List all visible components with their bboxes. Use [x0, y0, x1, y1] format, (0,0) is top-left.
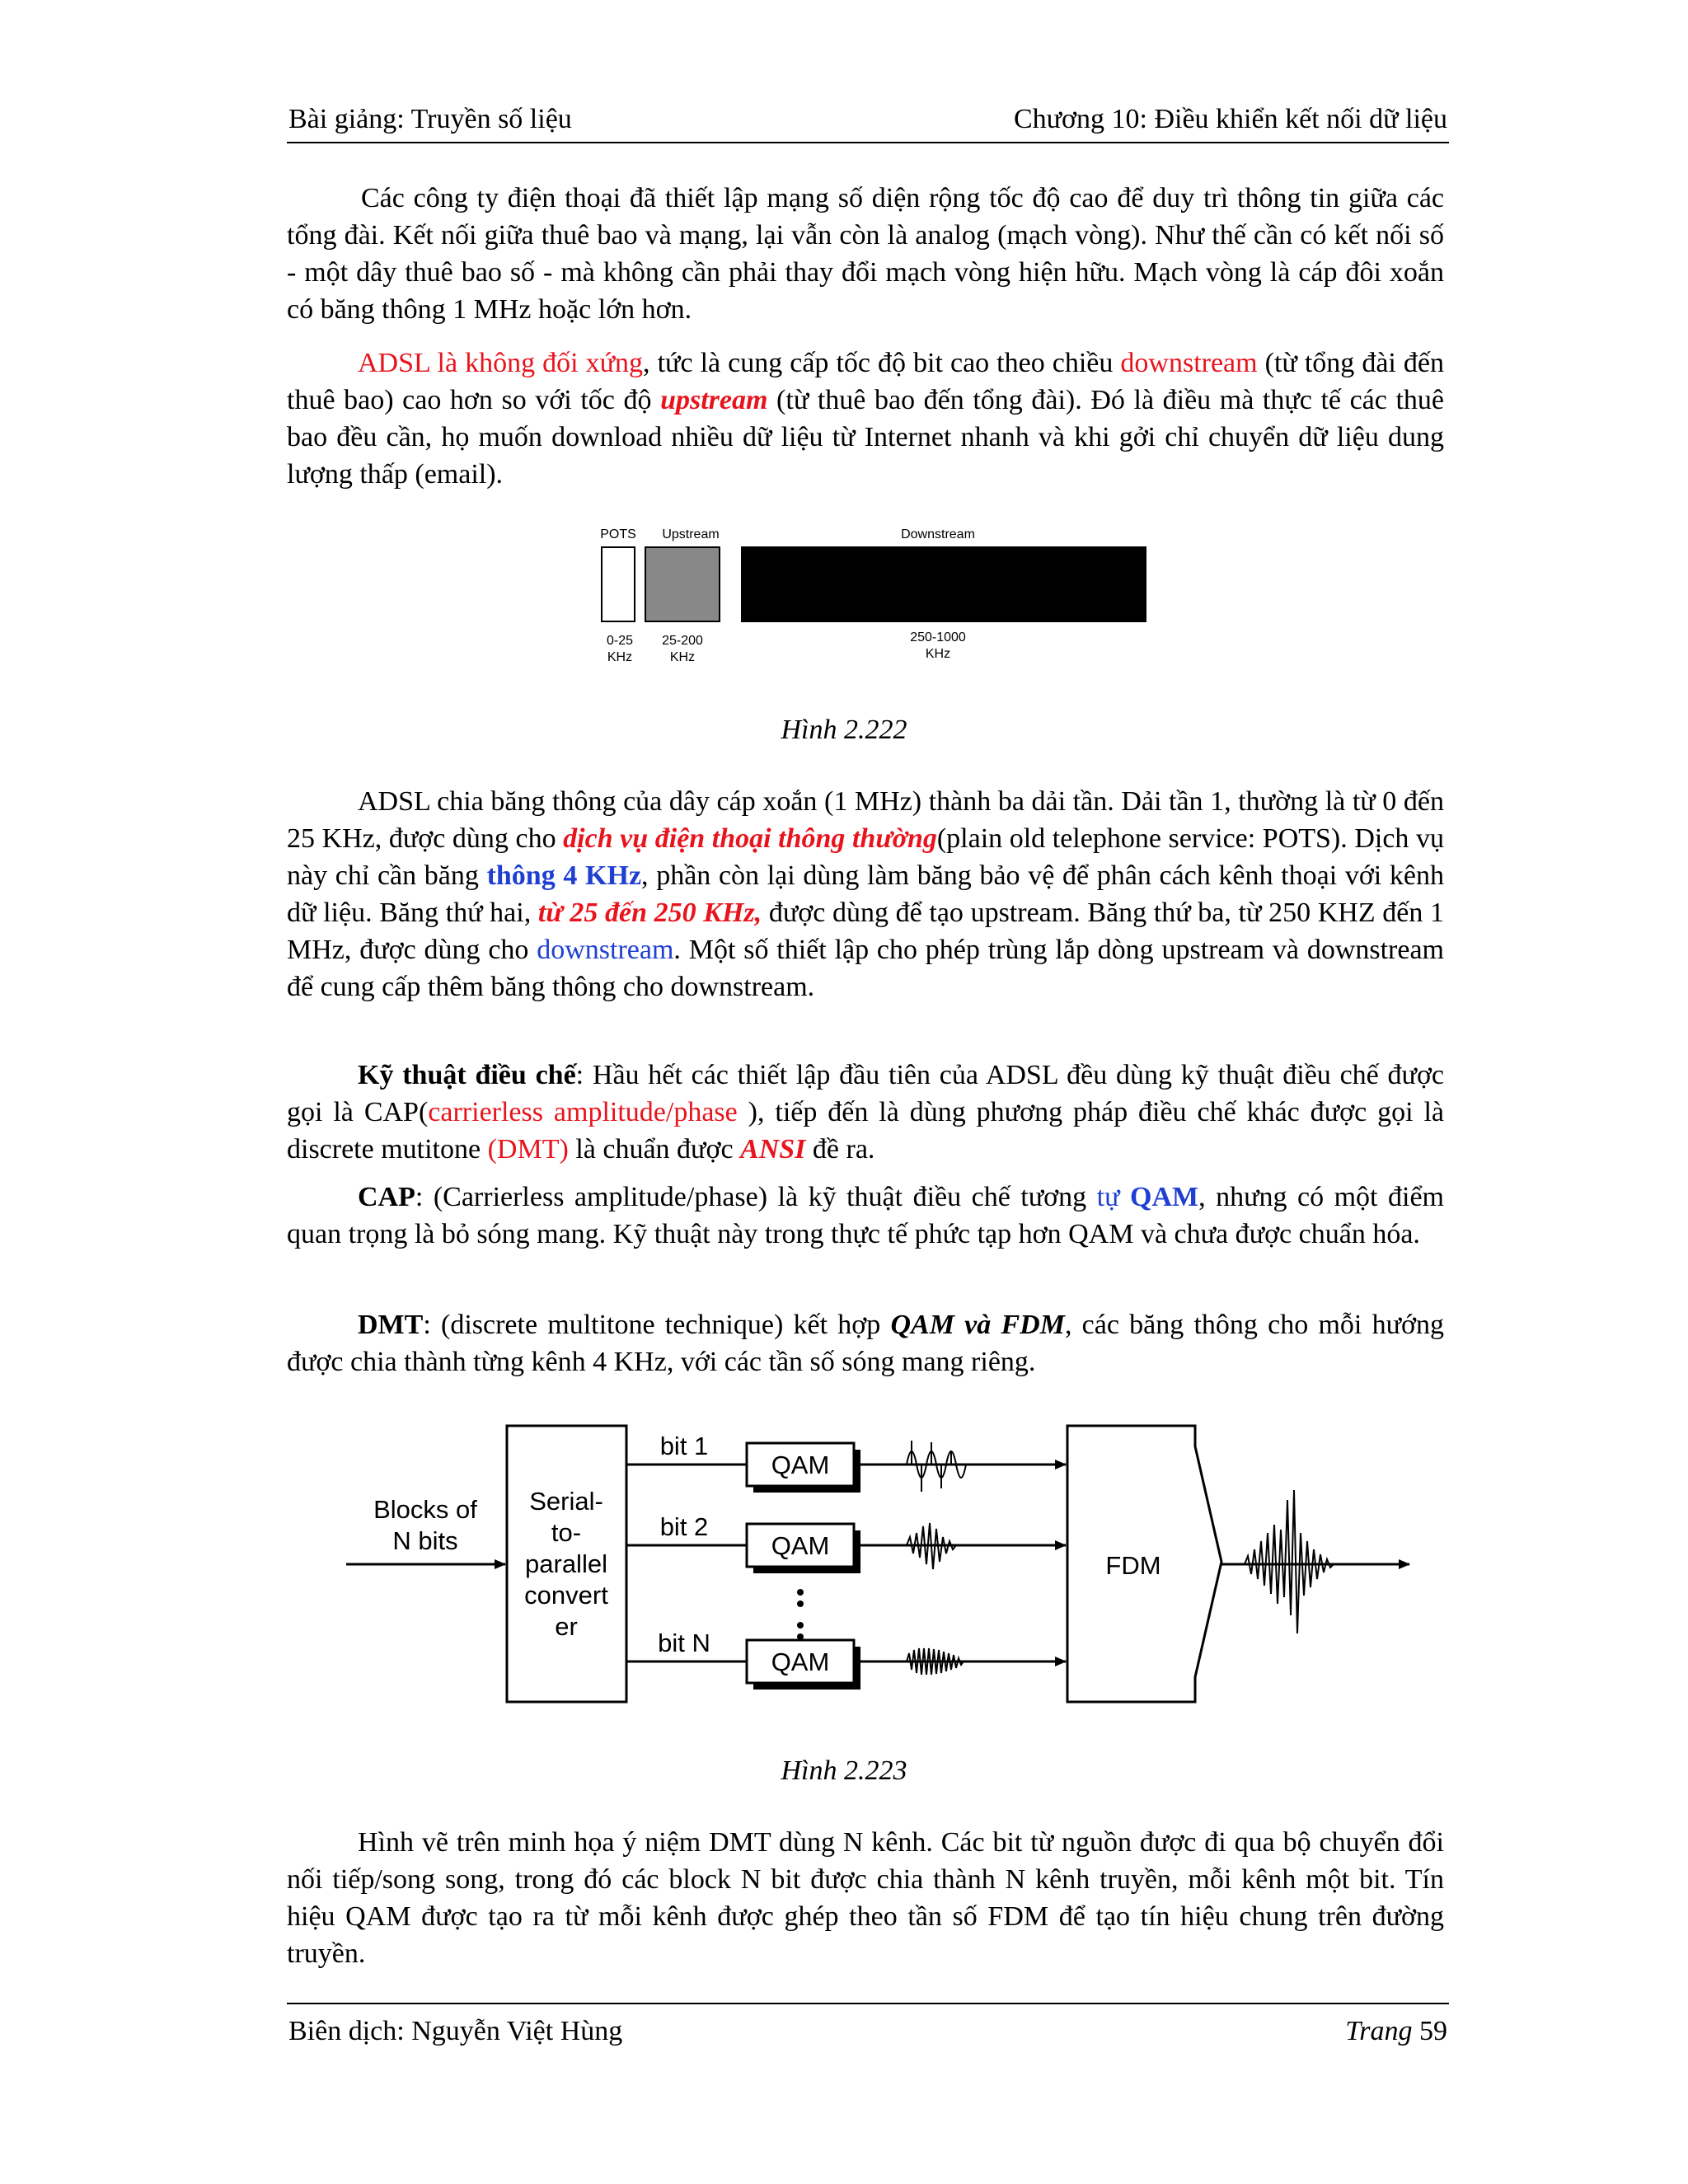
p4-dmt-term: (DMT)	[487, 1134, 569, 1165]
bitN-label: bit N	[658, 1629, 710, 1657]
p2-text-d: (từ tổng đài đến thuê bao) cao hơn so với tốc độ	[287, 348, 1444, 415]
p6-qam-fdm: QAM và FDM	[890, 1310, 1065, 1340]
qamN-label: QAM	[771, 1647, 830, 1676]
sp-label-2: to-	[551, 1518, 582, 1547]
qam1-label: QAM	[771, 1451, 830, 1479]
p3-4khz: thông 4 KHz	[486, 860, 642, 891]
page-footer	[287, 2003, 1449, 2054]
ellipsis-dot	[797, 1622, 804, 1629]
paragraph-2	[287, 344, 1444, 493]
ellipsis-dot	[797, 1633, 804, 1640]
p3-text-a: ADSL chia băng thông của dây cáp xoắn (1 MHz) thành ba dải tần. Dải tần 1, thường là từ 0 đến 25 KHz, được dùng cho	[287, 786, 1444, 854]
page-header	[287, 101, 1449, 143]
paragraph-7: Hình vẽ trên minh họa ý niệm DMT dùng N kênh. Các bit từ nguồn được đi qua bộ chuyển đổi nối tiếp/song song, trong đó các block N bit được chia thành N kênh truyền, mỗi kênh một bit. Tín hiệu QAM được tạo ra từ mỗi kênh được ghép theo tần số FDM để tạo tín hiệu chung trên đường truyền.	[287, 1827, 1444, 1969]
upstream-unit: KHz	[669, 650, 696, 664]
sp-label-1: Serial-	[529, 1487, 603, 1516]
p4-text-b: : Hầu hết các thiết lập đầu tiên của ADSL đều dùng kỹ thuật điều chế được gọi là CAP(	[287, 1060, 1445, 1127]
p4-heading: Kỹ thuật điều chế	[358, 1060, 576, 1090]
p4-text-f: là chuẩn được	[568, 1134, 741, 1165]
sp-label-4: convert	[524, 1581, 608, 1610]
upstream-band	[645, 547, 720, 621]
downstream-band	[742, 547, 1146, 621]
p5-qam: QAM	[1130, 1182, 1199, 1212]
frequency-band-figure	[577, 519, 1170, 684]
p5-tu: tự	[1096, 1182, 1131, 1212]
footer-translator: Biên dịch: Nguyễn Việt Hùng	[288, 2016, 623, 2046]
p3-upstream-range: từ 25 đến 250 KHz,	[537, 898, 762, 928]
p2-downstream: downstream	[1120, 348, 1258, 378]
qamN-waveform	[907, 1648, 964, 1675]
downstream-label: Downstream	[901, 527, 975, 541]
fdm-label: FDM	[1105, 1551, 1161, 1580]
p4-ansi: ANSI	[740, 1134, 806, 1165]
page-label: Trang	[1345, 2016, 1413, 2046]
page-number: 59	[1419, 2016, 1447, 2046]
p4-text-d: ), tiếp đến là dùng phương pháp điều chế khác được gọi là discrete mutitone	[287, 1097, 1444, 1165]
p6-heading: DMT	[358, 1310, 424, 1340]
header-right: Chương 10: Điều khiển kết nối dữ liệu	[1013, 104, 1447, 134]
upstream-range: 25-200	[662, 634, 703, 648]
bit2-label: bit 2	[659, 1512, 709, 1541]
input-label-2: N bits	[392, 1526, 458, 1555]
paragraph-1: Các công ty điện thoại đã thiết lập mạng số diện rộng tốc độ cao để duy trì thông tin giữa các tổng đài. Kết nối giữa thuê bao và mạng, lại vẫn còn là analog (mạch vòng). Như thế cần có kết nối số - một dây thuê bao số - mà không cần phải thay đổi mạch vòng hiện hữu. Mạch vòng là cáp đôi xoắn có băng thông 1 MHz hoặc lớn hơn.	[287, 183, 1444, 325]
bit1-label: bit 1	[659, 1432, 709, 1460]
sp-label-3: parallel	[525, 1549, 607, 1578]
p3-pots-service: dịch vụ điện thoại thông thường	[563, 823, 937, 854]
p6-text-d: , các băng thông cho mỗi hướng được chia thành từng kênh 4 KHz, với các tần số sóng mang riêng.	[287, 1310, 1444, 1377]
paragraph-5	[287, 1179, 1444, 1253]
combined-waveform	[1245, 1490, 1334, 1633]
figure-caption-1: Hình 2.222	[781, 715, 907, 745]
p2-upstream: upstream	[660, 385, 768, 415]
p4-cap-term: carrierless amplitude/phase	[428, 1097, 748, 1127]
pots-label: POTS	[600, 527, 636, 541]
p3-text-c: (plain old telephone service: POTS). Dịch vụ này chỉ cần băng	[287, 823, 1444, 891]
p3-downstream: downstream	[537, 935, 674, 965]
sp-label-5: er	[555, 1612, 578, 1641]
header-left: Bài giảng: Truyền số liệu	[288, 104, 572, 134]
p3-text-e: , phần còn lại dùng làm băng bảo vệ để phân cách kênh thoại với kênh dữ liệu. Băng thứ hai,	[287, 860, 1445, 928]
pots-unit: KHz	[607, 650, 633, 664]
p3-text-g: được dùng để tạo upstream. Băng thứ ba, từ 250 KHZ đến 1 MHz, được dùng cho	[287, 898, 1445, 965]
p2-text-f: (từ thuê bao đến tổng đài). Đó là điều mà thực tế các thuê bao đều cần, họ muốn download nhiều dữ liệu từ Internet nhanh và khi gởi chỉ chuyển dữ liệu dung lượng thấp (email).	[287, 385, 1445, 490]
ellipsis-dot	[797, 1601, 804, 1607]
pots-range: 0-25	[606, 634, 634, 648]
qam2-label: QAM	[771, 1531, 830, 1560]
paragraph-3	[287, 783, 1444, 1005]
p2-text-b: , tức là cung cấp tốc độ bit cao theo chiều	[643, 348, 1121, 378]
dmt-block-diagram	[330, 1418, 1418, 1722]
p2-adsl-asymmetric: ADSL là không đối xứng	[358, 348, 644, 378]
p5-text-b: : (Carrierless amplitude/phase) là kỹ thuật điều chế tương	[415, 1182, 1097, 1212]
downstream-range: 250-1000	[910, 630, 966, 644]
pots-band	[602, 547, 635, 621]
ellipsis-dot	[797, 1589, 804, 1596]
figure-caption-2: Hình 2.223	[781, 1755, 907, 1786]
paragraph-6	[287, 1306, 1444, 1380]
downstream-unit: KHz	[925, 647, 951, 661]
input-label-1: Blocks of	[373, 1495, 477, 1524]
p5-heading: CAP	[358, 1182, 415, 1212]
p3-text-i: . Một số thiết lập cho phép trùng lắp dòng upstream và downstream để cung cấp thêm băng thông cho downstream.	[287, 935, 1444, 1002]
qam2-waveform	[907, 1523, 956, 1569]
p6-text-b: : (discrete multitone technique) kết hợp	[423, 1310, 891, 1340]
footer-page	[1345, 2016, 1447, 2047]
paragraph-4	[287, 1057, 1444, 1168]
p4-text-h: đề ra.	[805, 1134, 875, 1165]
p5-text-e: , nhưng có một điểm quan trọng là bỏ sóng mang. Kỹ thuật này trong thực tế phức tạp hơn QAM và chưa được chuẩn hóa.	[287, 1182, 1444, 1249]
upstream-label: Upstream	[662, 527, 720, 541]
